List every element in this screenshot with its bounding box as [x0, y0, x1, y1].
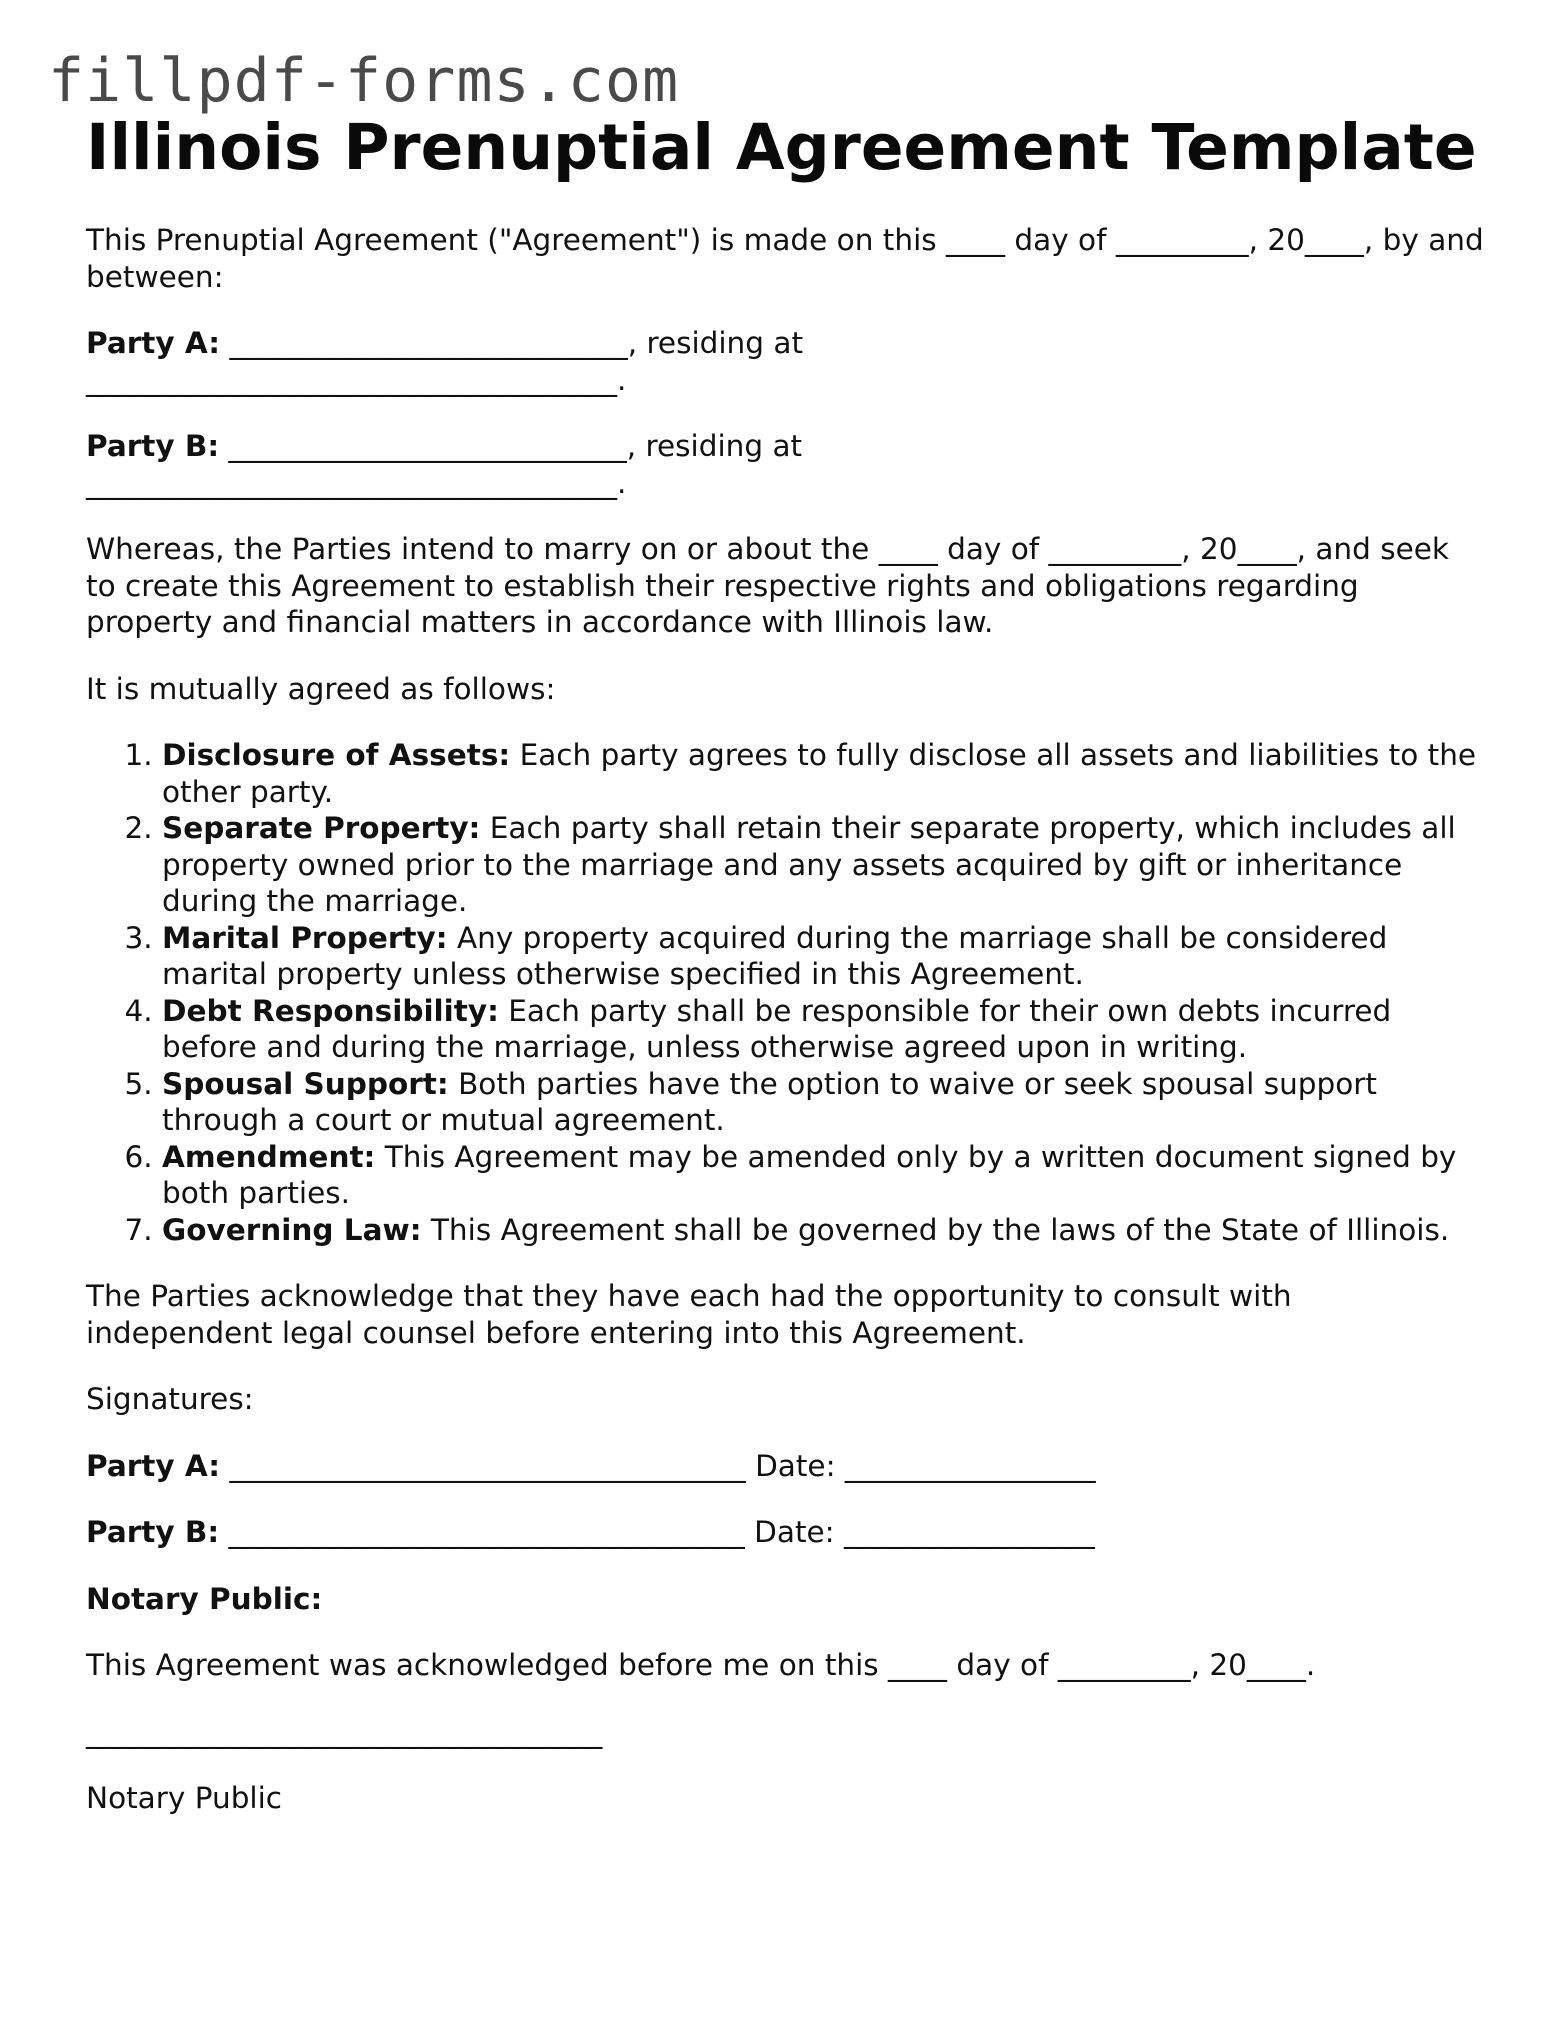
notary-signature-line: ___________________________________	[86, 1714, 603, 1749]
term-item	[162, 810, 1486, 920]
term-title: Separate Property:	[162, 811, 481, 845]
signature-line-party-a	[86, 1448, 1486, 1485]
term-text: Each party shall retain their separate property, which includes all property owned prior to the marriage and any assets acquired by gift or inheritance during the marriage.	[162, 811, 1456, 918]
notary-label: Notary Public	[86, 1781, 283, 1815]
party-a-name-field: ___________________________, residing at	[220, 326, 804, 360]
term-title: Governing Law:	[162, 1212, 422, 1247]
party-b-block	[86, 428, 1486, 501]
acknowledge-paragraph: The Parties acknowledge that they have each had the opportunity to consult with independent legal counsel before entering into this Agreement.	[86, 1279, 1292, 1350]
term-item	[162, 993, 1486, 1066]
term-text: Any property acquired during the marriage shall be considered marital property unless otherwise specified in this Agreement.	[162, 920, 1388, 991]
term-item	[162, 1139, 1486, 1212]
watermark: fillpdf-forms.com	[48, 46, 680, 116]
term-title: Marital Property:	[162, 920, 448, 955]
term-title: Disclosure of Assets:	[162, 738, 511, 772]
term-text: This Agreement shall be governed by the laws of the State of Illinois.	[421, 1212, 1450, 1247]
party-b-address-field: ____________________________________.	[86, 465, 627, 500]
term-text: Both parties have the option to waive or seek spousal support through a court or mutual agreement.	[162, 1066, 1377, 1137]
document-body	[86, 222, 1486, 1847]
party-a-block	[86, 325, 1486, 398]
sig-a-label: Party A:	[86, 1448, 221, 1483]
notary-paragraph: This Agreement was acknowledged before me on this ____ day of _________, 20____.	[86, 1648, 1316, 1682]
term-item	[162, 1066, 1486, 1139]
intro-paragraph: This Prenuptial Agreement ("Agreement") is made on this ____ day of _________, 20____, by and between:	[86, 223, 1484, 294]
terms-list	[86, 737, 1486, 1248]
sig-b-fields: ___________________________________ Date: _________________	[219, 1515, 1095, 1549]
whereas-paragraph: Whereas, the Parties intend to marry on or about the ____ day of _________, 20____, and seek to create this Agreement to establish their respective rights and obligations regarding property and financial matters in accordance with Illinois law.	[86, 532, 1449, 639]
agreed-paragraph: It is mutually agreed as follows:	[86, 671, 556, 706]
party-b-label: Party B:	[86, 429, 220, 463]
signature-line-party-b	[86, 1514, 1486, 1551]
term-item	[162, 1212, 1486, 1249]
term-text: Each party agrees to fully disclose all assets and liabilities to the other party.	[162, 738, 1477, 809]
notary-heading: Notary Public:	[86, 1581, 323, 1616]
party-a-address-field: ____________________________________.	[86, 362, 627, 397]
sig-b-label: Party B:	[86, 1515, 220, 1549]
term-title: Amendment:	[162, 1139, 376, 1174]
sig-a-fields: ___________________________________ Date: _________________	[220, 1448, 1096, 1483]
document-title: Illinois Prenuptial Agreement Template	[86, 111, 1477, 184]
term-item	[162, 737, 1486, 810]
term-text: This Agreement may be amended only by a written document signed by both parties.	[162, 1139, 1457, 1210]
party-b-name-field: ___________________________, residing at	[219, 429, 803, 463]
party-a-label: Party A:	[86, 326, 221, 360]
term-title: Spousal Support:	[162, 1066, 449, 1101]
term-text: Each party shall be responsible for their own debts incurred before and during the marriage, unless otherwise agreed upon in writing.	[162, 993, 1392, 1064]
signatures-label: Signatures:	[86, 1382, 254, 1416]
term-item	[162, 920, 1486, 993]
term-title: Debt Responsibility:	[162, 993, 499, 1028]
